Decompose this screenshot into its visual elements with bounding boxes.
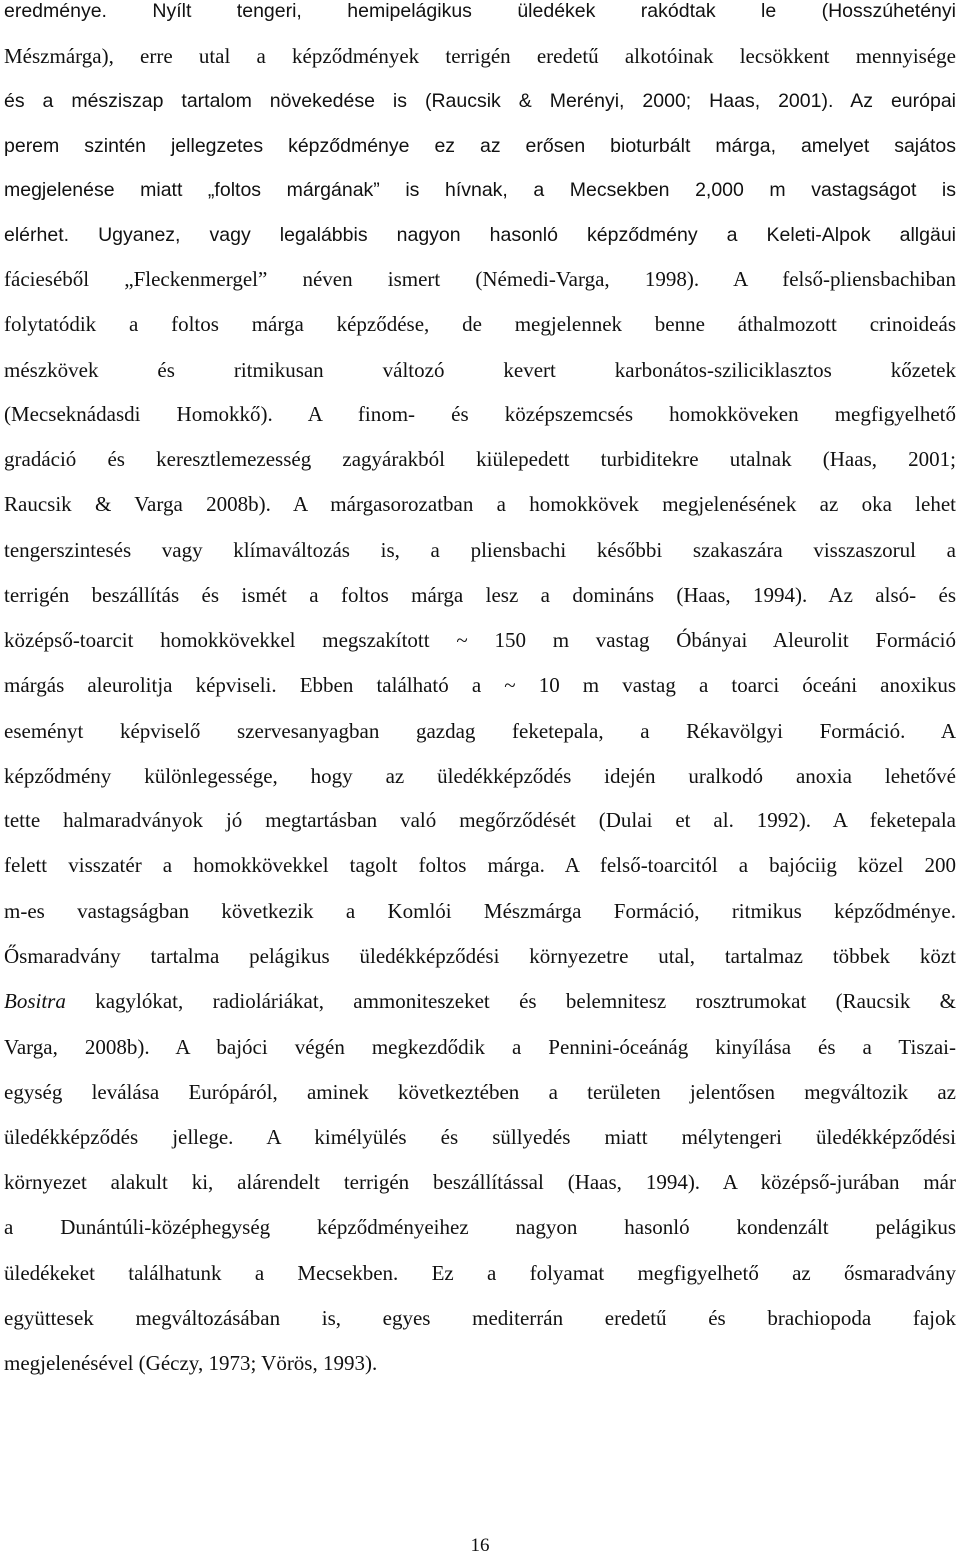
- text-line: tette halmaradványok jó megtartásban való megőrződését (Dulai et al. 1992). A feketepala: [4, 808, 956, 832]
- text-line: folytatódik a foltos márga képződése, de megjelennek benne áthalmozott crinoideás: [4, 312, 956, 336]
- text-line: megjelenése miatt „foltos márgának” is hívnak, a Mecsekben 2,000 m vastagságot is: [4, 179, 956, 201]
- text-line: Raucsik & Varga 2008b). A márgasorozatban a homokkövek megjelenésének az oka lehet: [4, 492, 956, 516]
- text-line: üledékképződés jellege. A kimélyülés és süllyedés miatt mélytengeri üledékképződési: [4, 1125, 956, 1149]
- text-line: mészkövek és ritmikusan változó kevert karbonátos-sziliciklasztos kőzetek: [4, 358, 956, 382]
- text-line: középső-toarcit homokkövekkel megszakított ~ 150 m vastag Óbányai Aleurolit Formáció: [4, 628, 956, 652]
- text-line: [4, 984, 956, 1018]
- text-line-content: kagylókat, radioláriákat, ammoniteszeket és belemnitesz rosztrumokat (Raucsik &: [95, 989, 956, 1013]
- text-line: m-es vastagságban következik a Komlói Mészmárga Formáció, ritmikus képződménye.: [4, 899, 956, 923]
- text-line: Varga, 2008b). A bajóci végén megkezdődik a Pennini-óceánág kinyílása és a Tiszai-: [4, 1035, 956, 1059]
- text-line: képződmény különlegessége, hogy az üledékképződés idején uralkodó anoxia lehetővé: [4, 764, 956, 788]
- text-line: elérhet. Ugyanez, vagy legalábbis nagyon hasonló képződmény a Keleti-Alpok allgäui: [4, 224, 956, 246]
- text-line: gradáció és keresztlemezesség zagyárakból kiülepedett turbiditekre utalnak (Haas, 2001;: [4, 447, 956, 471]
- text-line: terrigén beszállítás és ismét a foltos márga lesz a domináns (Haas, 1994). Az alsó- és: [4, 583, 956, 607]
- text-line: fácieséből „Fleckenmergel” néven ismert (Némedi-Varga, 1998). A felső-pliensbachiban: [4, 267, 956, 291]
- text-line: környezet alakult ki, alárendelt terrigén beszállítással (Haas, 1994). A középső-jurában már: [4, 1170, 956, 1194]
- text-line: Mészmárga), erre utal a képződmények terrigén eredetű alkotóinak lecsökkent mennyisége: [4, 44, 956, 68]
- text-line: megjelenésével (Géczy, 1973; Vörös, 1993).: [4, 1351, 378, 1375]
- italic-genus-name: Bositra: [4, 989, 66, 1013]
- text-line: (Mecseknádasdi Homokkő). A finom- és középszemcsés homokköveken megfigyelhető: [4, 402, 956, 426]
- text-line: márgás aleurolitja képviseli. Ebben található a ~ 10 m vastag a toarci óceáni anoxikus: [4, 673, 956, 697]
- text-line: Ősmaradvány tartalma pelágikus üledékképződési környezetre utal, tartalmaz többek közt: [4, 944, 956, 968]
- page-number: 16: [470, 1535, 490, 1556]
- text-line: egység leválása Európáról, aminek következtében a területen jelentősen megváltozik az: [4, 1080, 956, 1104]
- text-line: tengerszintesés vagy klímaváltozás is, a pliensbachi későbbi szakaszára visszaszorul a: [4, 538, 956, 562]
- text-line: eredménye. Nyílt tengeri, hemipelágikus üledékek rakódtak le (Hosszúhetényi: [4, 0, 956, 22]
- text-line: és a mésziszap tartalom növekedése is (Raucsik & Merényi, 2000; Haas, 2001). Az európai: [4, 90, 956, 112]
- text-line: üledékeket találhatunk a Mecsekben. Ez a folyamat megfigyelhető az ősmaradvány: [4, 1261, 956, 1285]
- text-line: a Dunántúli-középhegység képződményeihez nagyon hasonló kondenzált pelágikus: [4, 1215, 956, 1239]
- text-line: eseményt képviselő szervesanyagban gazdag feketepala, a Rékavölgyi Formáció. A: [4, 719, 956, 743]
- text-line: együttesek megváltozásában is, egyes mediterrán eredetű és brachiopoda fajok: [4, 1306, 956, 1330]
- text-line: felett visszatér a homokkövekkel tagolt foltos márga. A felső-toarcitól a bajóciig közel 200: [4, 853, 956, 877]
- text-line: perem szintén jellegzetes képződménye ez az erősen bioturbált márga, amelyet sajátos: [4, 135, 956, 157]
